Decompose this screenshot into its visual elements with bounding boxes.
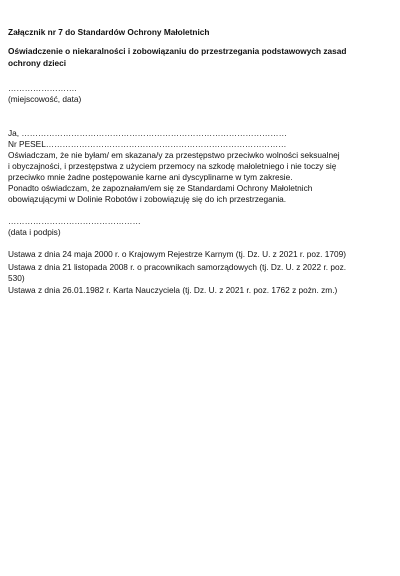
place-date-field: …………………….: [8, 83, 77, 93]
law-reference-2-line-2: 530): [8, 273, 25, 283]
statement-body-line-2: i obyczajności, i przestępstwa z użyciem przemocy na szkodę małoletniego i nie toczy się: [8, 161, 337, 171]
name-field: Ja, ……………………………………………………………………………………: [8, 128, 287, 138]
statement-title-line-2: ochrony dzieci: [8, 58, 67, 68]
signature-field: …………………………………………: [8, 216, 141, 226]
statement-title-line-1: Oświadczenie o niekaralności i zobowiązaniu do przestrzegania podstawowych zasad: [8, 46, 347, 56]
law-reference-3: Ustawa z dnia 26.01.1982 r. Karta Nauczyciela (tj. Dz. U. z 2021 r. poz. 1762 z pożn. zm.): [8, 285, 338, 295]
signature-label: (data i podpis): [8, 227, 61, 237]
statement-body-line-4: Ponadto oświadczam, że zapoznałam/em się ze Standardami Ochrony Małoletnich: [8, 183, 313, 193]
law-reference-1: Ustawa z dnia 24 maja 2000 r. o Krajowym Rejestrze Karnym (tj. Dz. U. z 2021 r. poz. 1709): [8, 249, 347, 259]
statement-body-line-5: obowiązującymi w Dolinie Robotów i zobowiązuję się do ich przestrzegania.: [8, 194, 287, 204]
place-date-label: (miejscowość, data): [8, 94, 82, 104]
statement-body-line-1: Oświadczam, że nie byłam/ em skazana/y za przestępstwo przeciwko wolności seksualnej: [8, 150, 340, 160]
pesel-field: Nr PESEL……………………………………………………………………………: [8, 139, 287, 149]
annex-title: Załącznik nr 7 do Standardów Ochrony Małoletnich: [8, 27, 210, 37]
statement-body-line-3: przeciwko mnie żadne postępowanie karne ani dyscyplinarne w tym zakresie.: [8, 172, 293, 182]
law-reference-2-line-1: Ustawa z dnia 21 listopada 2008 r. o pracownikach samorządowych (tj. Dz. U. z 2022 r. poz.: [8, 262, 347, 272]
